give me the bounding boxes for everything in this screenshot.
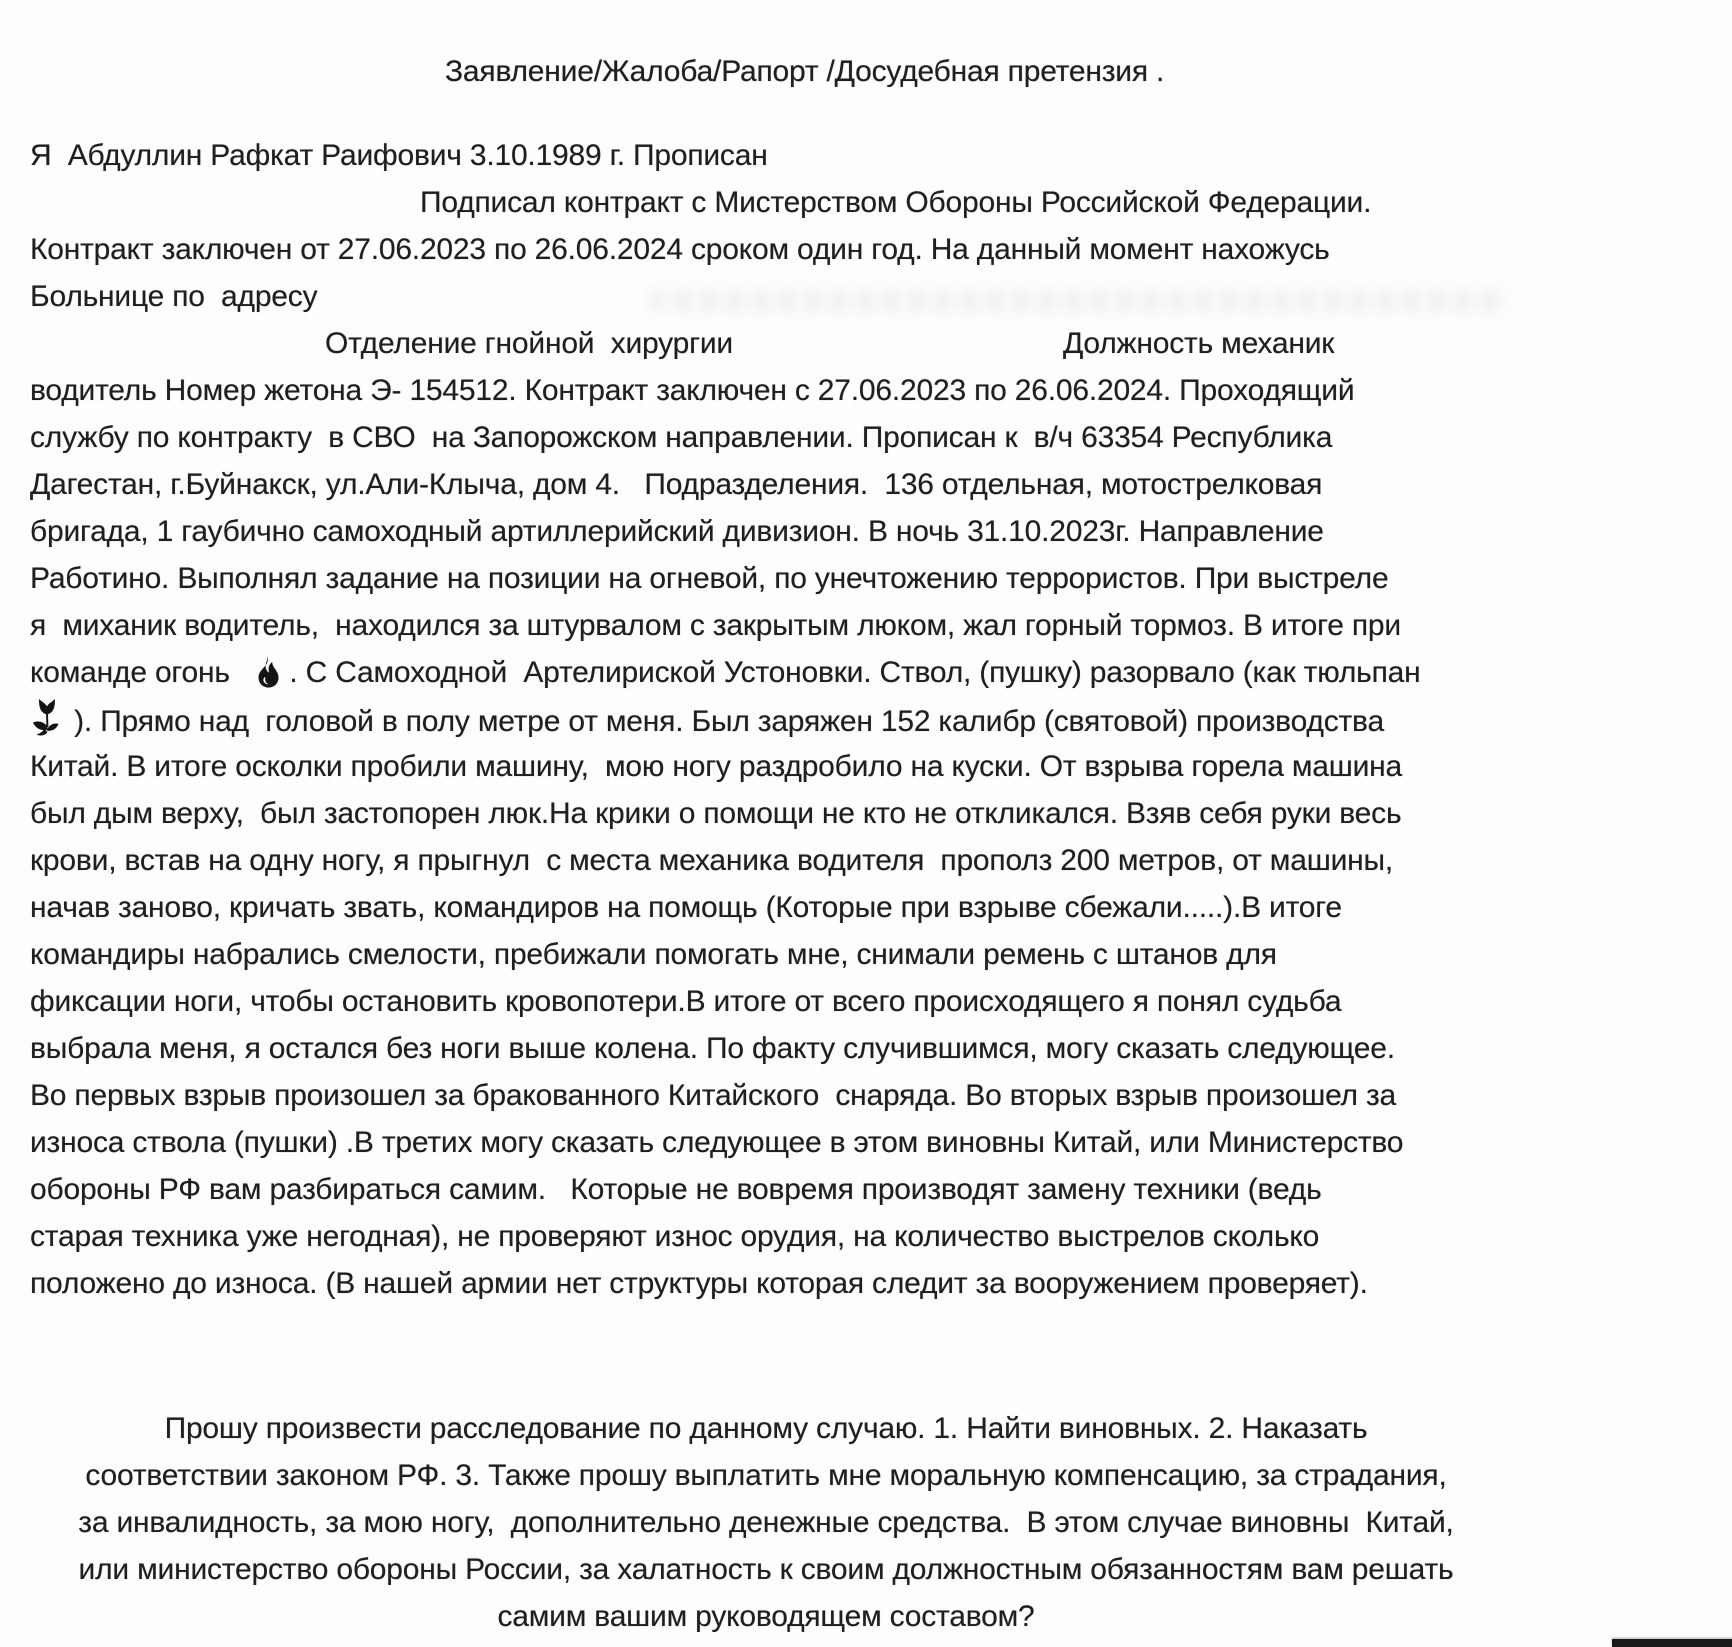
text-segment: я миханик водитель, находился за штурвалом с закрытым люком, жал горный тормоз. В итоге при <box>30 609 1401 642</box>
text-line <box>30 1072 1510 1119</box>
text-line <box>30 978 1510 1025</box>
text-line <box>30 555 1510 602</box>
text-line <box>30 320 1510 367</box>
text-segment: Должность механик <box>1062 327 1335 360</box>
text-segment: износа ствола (пушки) .В третих могу сказать следующее в этом виновны Китай, или Министерство <box>30 1126 1404 1159</box>
text-segment: выбрала меня, я остался без ноги выше колена. По факту случившимся, могу сказать следующее. <box>30 1032 1395 1065</box>
text-segment: старая техника уже негодная), не проверяют износ орудия, на количество выстрелов сколько <box>30 1220 1320 1253</box>
fire-emoji-icon <box>254 655 281 689</box>
text-line <box>30 367 1510 414</box>
text-segment: Прошу произвести расследование по данному случаю. 1. Найти виновных. 2. Наказать <box>164 1412 1368 1445</box>
document-closing-paragraph <box>16 1405 1516 1640</box>
text-line <box>16 1499 1516 1546</box>
text-line <box>30 461 1510 508</box>
text-segment: Контракт заключен от 27.06.2023 по 26.06.2024 сроком один год. На данный момент нахожусь <box>30 233 1330 266</box>
text-segment: соответствии законом РФ. 3. Также прошу выплатить мне моральную компенсацию, за страдания, <box>85 1459 1447 1492</box>
text-segment: Отделение гнойной хирургии <box>325 327 733 360</box>
text-line <box>30 1025 1510 1072</box>
text-segment: Работино. Выполнял задание на позиции на огневой, по унечтожению террористов. При выстреле <box>30 562 1389 595</box>
text-segment: обороны РФ вам разбираться самим. Которые не вовремя производят замену техники (ведь <box>30 1173 1322 1206</box>
text-line <box>30 273 1510 320</box>
text-line <box>30 884 1510 931</box>
text-line <box>30 1213 1510 1260</box>
text-line <box>30 1119 1510 1166</box>
text-segment: был дым верху, был застопорен люк.На крики о помощи не кто не откликался. Взяв себя руки весь <box>30 797 1402 830</box>
text-segment: самим вашим руководящем составом? <box>497 1600 1035 1633</box>
text-line <box>30 1260 1510 1307</box>
text-segment: команде огонь <box>30 656 255 689</box>
text-line <box>30 179 1510 226</box>
text-segment: ). Прямо над головой в полу метре от меня. Был заряжен 152 калибр (святовой) производства <box>66 705 1384 738</box>
text-line <box>30 931 1510 978</box>
text-line <box>16 1546 1516 1593</box>
document-title: Заявление/Жалоба/Рапорт /Досудебная претензия . <box>445 55 1165 88</box>
text-line <box>30 649 1510 696</box>
text-segment: крови, встав на одну ногу, я прыгнул с места механика водителя прополз 200 метров, от машины, <box>30 844 1393 877</box>
text-segment: . С Самоходной Артелириской Устоновки. Ствол, (пушку) разорвало (как тюльпан <box>281 656 1421 689</box>
text-line <box>30 837 1510 884</box>
text-line <box>30 132 1510 179</box>
text-line <box>30 790 1510 837</box>
text-segment: Китай. В итоге осколки пробили машину, мою ногу раздробило на куски. От взрыва горела машина <box>30 750 1403 783</box>
text-line <box>16 1405 1516 1452</box>
text-segment: начав заново, кричать звать, командиров на помощь (Которые при взрыве сбежали.....).В итоге <box>30 891 1342 924</box>
text-line <box>30 1166 1510 1213</box>
text-segment: Подписал контракт с Мистерством Обороны Российской Федерации. <box>420 186 1372 219</box>
text-line <box>16 1452 1516 1499</box>
text-segment: за инвалидность, за мою ногу, дополнительно денежные средства. В этом случае виновны Китай, <box>78 1506 1454 1539</box>
text-line <box>16 1593 1516 1640</box>
document-body <box>30 132 1510 1307</box>
text-line <box>30 696 1510 743</box>
text-segment: Во первых взрыв произошел за бракованного Китайского снаряда. Во вторых взрыв произошел за <box>30 1079 1397 1112</box>
text-line <box>30 226 1510 273</box>
text-segment: Больнице по адресу <box>30 280 318 313</box>
text-segment: Я Абдуллин Рафкат Раифович 3.10.1989 г. Прописан <box>30 139 768 172</box>
text-segment: командиры набрались смелости, пребижали помогать мне, снимали ремень с штанов для <box>30 938 1277 971</box>
text-segment: положено до износа. (В нашей армии нет структуры которая следит за вооружением проверяет). <box>30 1267 1368 1300</box>
text-segment: водитель Номер жетона Э- 154512. Контракт заключен с 27.06.2023 по 26.06.2024. Проходящий <box>30 374 1355 407</box>
text-segment: службу по контракту в СВО на Запорожском направлении. Прописан к в/ч 63354 Республика <box>30 421 1333 454</box>
tulip-emoji-icon <box>30 696 66 738</box>
text-segment: или министерство обороны России, за халатность к своим должностным обязанностям вам решать <box>78 1553 1454 1586</box>
text-line <box>30 602 1510 649</box>
bottom-right-redaction-bar <box>1612 1639 1732 1647</box>
text-segment: Дагестан, г.Буйнакск, ул.Али-Клыча, дом 4. Подразделения. 136 отдельная, мотострелковая <box>30 468 1323 501</box>
text-line <box>30 743 1510 790</box>
text-line <box>30 508 1510 555</box>
text-line <box>30 414 1510 461</box>
text-segment: бригада, 1 гаубично самоходный артиллерийский дивизион. В ночь 31.10.2023г. Направление <box>30 515 1324 548</box>
text-segment: фиксации ноги, чтобы остановить кровопотери.В итоге от всего происходящего я понял судьба <box>30 985 1342 1018</box>
